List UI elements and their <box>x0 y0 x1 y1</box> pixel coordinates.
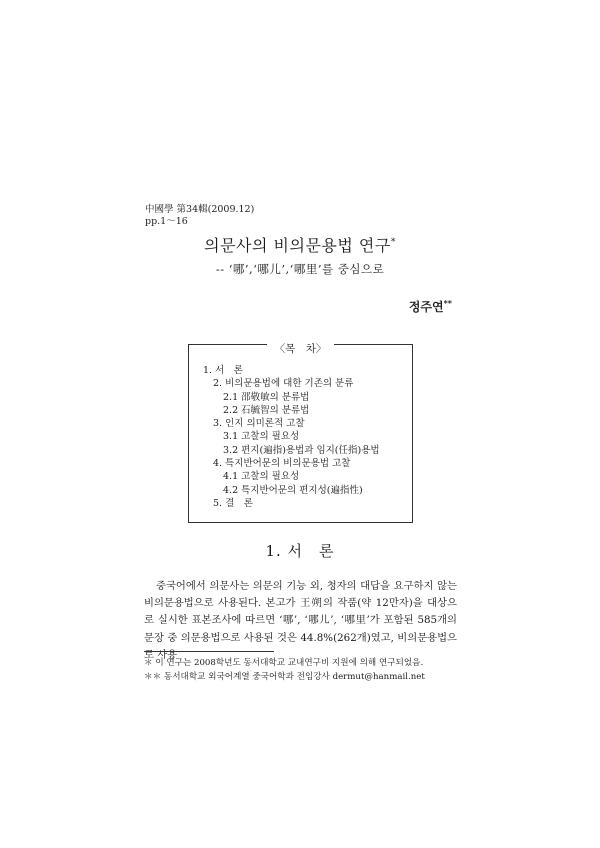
toc-item: 3.2 편지(遍指)용법과 임지(任指)용법 <box>223 444 380 456</box>
author <box>409 298 452 315</box>
author-name: 정주연 <box>408 300 444 314</box>
table-of-contents <box>188 344 413 523</box>
footnote-divider <box>144 651 274 652</box>
footnote-2: ＊＊ 동서대학교 외국어계열 중국어학과 전임강사 dermut@hanmail.net <box>144 672 425 682</box>
toc-item: 2. 비의문용법에 대한 기존의 분류 <box>213 378 354 390</box>
paper-title-text: 의문사의 비의문용법 연구 <box>204 236 391 255</box>
title-footnote-mark: * <box>390 237 396 248</box>
toc-item: 4.2 특지반어문의 편지성(遍指性) <box>223 484 363 496</box>
journal-pages: pp.1～16 <box>145 216 188 227</box>
toc-list <box>203 364 380 510</box>
author-footnote-mark: ** <box>443 298 452 308</box>
journal-name: 中國學 第34輯(2009.12) <box>145 204 255 215</box>
toc-item: 5. 결 론 <box>213 497 253 509</box>
journal-info <box>145 204 254 228</box>
toc-item: 2.1 邵敬敏의 분류법 <box>223 391 310 403</box>
toc-heading: 〈목 차〉 <box>189 337 412 356</box>
toc-item: 1. 서 론 <box>203 365 243 376</box>
footnotes <box>144 656 425 684</box>
section-heading: 1. 서 론 <box>265 542 335 560</box>
body-text: 중국어에서 의문사는 의문의 기능 외, 청자의 대답을 요구하지 않는 비의문용법으로 사용된다. 본고가 王朔의 작품(약 12만자)을 대상으로 실시한 표본조사에 따르면 ‘哪’, ‘哪儿’, ‘哪里’가 포함된 585개의 문장 중 의문용법으로 사용된 것은 44.8%(262개)였고, 비의문용법으로 사용 <box>144 580 457 661</box>
paper-title <box>0 233 600 256</box>
footnote-1: ＊ 이 연구는 2008학년도 동서대학교 교내연구비 지원에 의해 연구되었음. <box>144 658 424 668</box>
toc-item: 4.1 고찰의 필요성 <box>223 471 300 483</box>
toc-item: 3.1 고찰의 필요성 <box>223 431 300 443</box>
toc-item: 4. 특지반어문의 비의문용법 고찰 <box>213 458 351 470</box>
toc-item: 2.2 石毓智의 분류법 <box>223 404 310 416</box>
toc-item: 3. 인지 의미론적 고찰 <box>213 418 305 430</box>
paper-subtitle: -- ‘哪’,‘哪儿’,‘哪里’를 중심으로 <box>215 262 385 276</box>
